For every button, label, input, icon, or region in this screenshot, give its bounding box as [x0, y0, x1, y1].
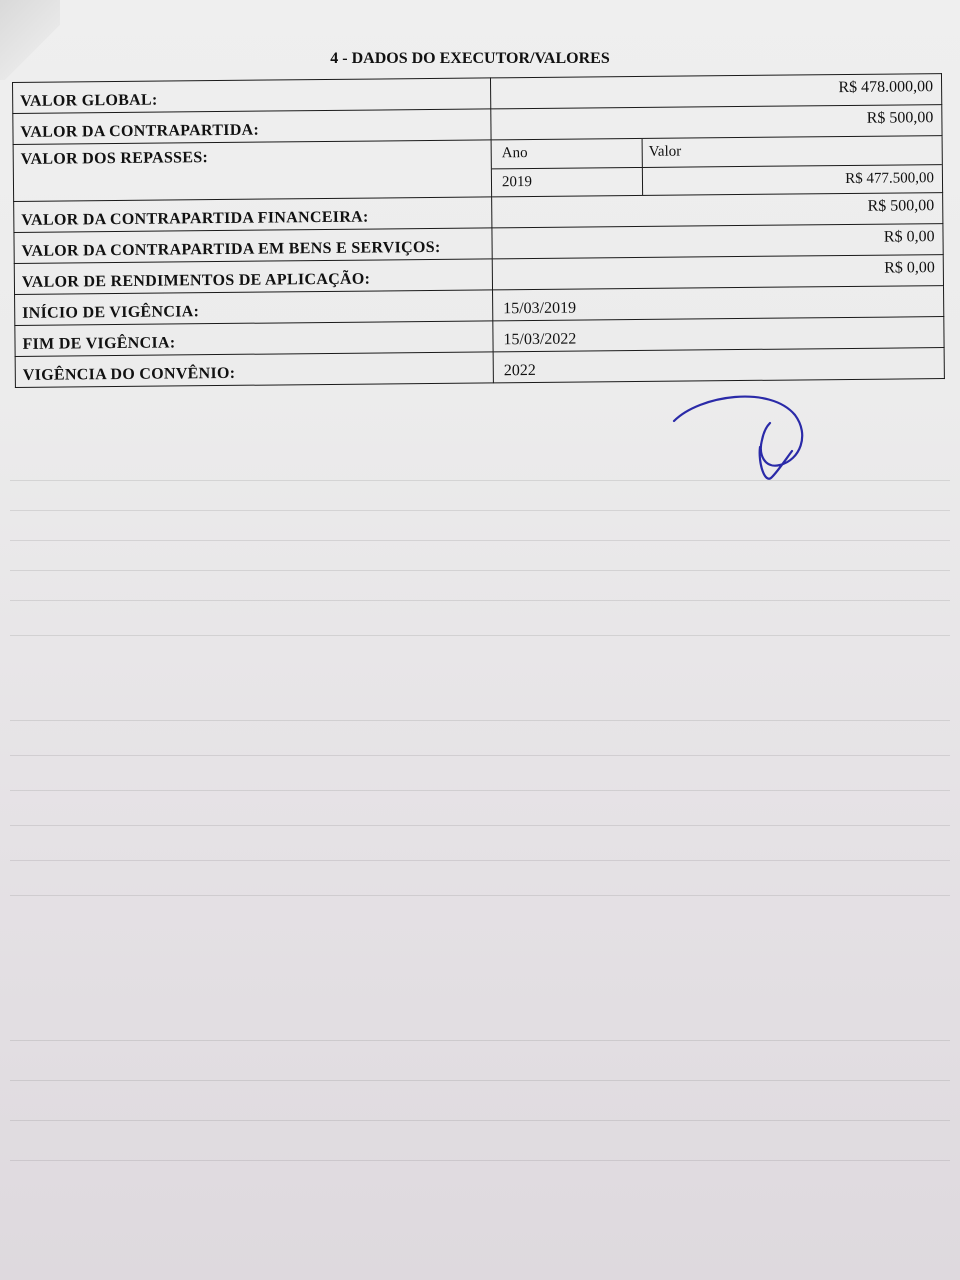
value-contrapartida-financeira: R$ 500,00	[867, 197, 935, 215]
label-contrapartida-financeira: VALOR DA CONTRAPARTIDA FINANCEIRA:	[14, 197, 492, 233]
handwritten-signature	[660, 385, 810, 495]
value-valor-contrapartida: R$ 500,00	[866, 109, 934, 127]
repasses-subtable	[492, 136, 943, 196]
repasse-valor: R$ 477.500,00	[642, 164, 942, 195]
values-table	[12, 73, 945, 388]
label-vigencia-convenio: VIGÊNCIA DO CONVÊNIO:	[15, 352, 493, 388]
value-valor-global: R$ 478.000,00	[838, 78, 934, 97]
label-valor-repasses: VALOR DOS REPASSES:	[13, 140, 492, 202]
bleed-through-content	[0, 400, 960, 1280]
section-title: 4 - DADOS DO EXECUTOR/VALORES	[330, 50, 610, 67]
value-contrapartida-bens: R$ 0,00	[883, 228, 935, 246]
label-fim-vigencia: FIM DE VIGÊNCIA:	[15, 321, 493, 357]
value-inicio-vigencia: 15/03/2019	[503, 299, 577, 318]
values-table-container	[12, 73, 949, 392]
header-ano: Ano	[492, 139, 643, 168]
header-valor: Valor	[642, 136, 942, 167]
value-fim-vigencia: 15/03/2022	[503, 330, 577, 349]
row-valor-repasses	[13, 136, 943, 202]
label-inicio-vigencia: INÍCIO DE VIGÊNCIA:	[15, 290, 493, 326]
label-valor-contrapartida: VALOR DA CONTRAPARTIDA:	[13, 109, 491, 145]
label-valor-global: VALOR GLOBAL:	[13, 78, 491, 114]
label-contrapartida-bens: VALOR DA CONTRAPARTIDA EM BENS E SERVIÇOS:	[14, 228, 492, 264]
value-vigencia-convenio: 2022	[503, 361, 536, 380]
repasse-ano: 2019	[492, 167, 643, 196]
folded-corner	[0, 0, 60, 80]
value-rendimentos: R$ 0,00	[884, 259, 935, 277]
label-rendimentos: VALOR DE RENDIMENTOS DE APLICAÇÃO:	[14, 259, 492, 295]
